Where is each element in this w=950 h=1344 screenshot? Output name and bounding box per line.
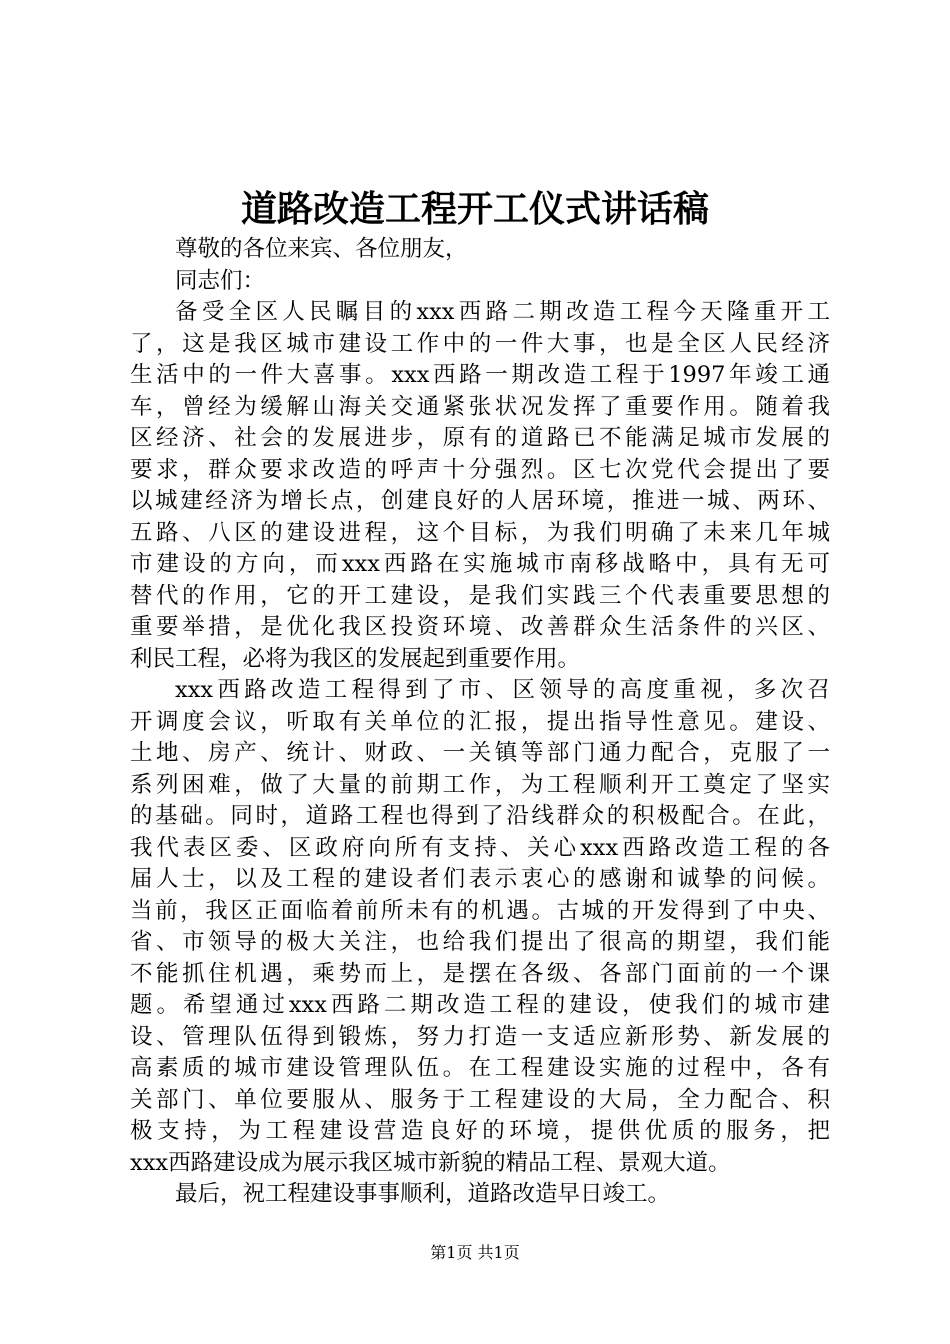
closing-line: 最后，祝工程建设事事顺利，道路改造早日竣工。: [175, 1181, 671, 1207]
text-line: 省、市领导的极大关注，也给我们提出了很高的期望，我们能: [130, 929, 830, 955]
text-line: 开调度会议，听取有关单位的汇报，提出指导性意见。建设、: [130, 708, 830, 735]
text-line: 当前，我区正面临着前所未有的机遇。古城的开发得到了中央、: [130, 897, 830, 924]
paragraph-1: [130, 297, 830, 675]
text-line: xxx西路建设成为展示我区城市新貌的精品工程、景观大道。: [130, 1149, 731, 1176]
text-line: 重要举措，是优化我区投资环境、改善群众生活条件的兴区、: [130, 614, 830, 640]
salutation-line: 尊敬的各位来宾、各位朋友，: [175, 236, 468, 262]
page-number: 第1页 共1页: [430, 1243, 520, 1262]
text-line: 利民工程，必将为我区的发展起到重要作用。: [130, 645, 581, 672]
text-line: 系列困难，做了大量的前期工作，为工程顺利开工奠定了坚实: [130, 771, 830, 798]
page-title: 道路改造工程开工仪式讲话稿: [240, 188, 709, 230]
text-line: 的基础。同时，道路工程也得到了沿线群众的积极配合。在此，: [130, 803, 830, 829]
text-line: 生活中的一件大喜事。xxx西路一期改造工程于1997年竣工通: [130, 362, 830, 388]
text-line: 极支持，为工程建设营造良好的环境，提供优质的服务，把: [130, 1118, 830, 1144]
text-line: xxx西路改造工程得到了市、区领导的高度重视，多次召: [175, 677, 830, 703]
text-line: 市建设的方向，而xxx西路在实施城市南移战略中，具有无可: [130, 551, 830, 577]
text-line: 高素质的城市建设管理队伍。在工程建设实施的过程中，各有: [130, 1055, 830, 1081]
paragraph-2: [130, 675, 830, 1179]
text-line: 车，曾经为缓解山海关交通紧张状况发挥了重要作用。随着我: [130, 393, 830, 420]
text-line: 届人士，以及工程的建设者们表示衷心的感谢和诚挚的问候。: [130, 866, 830, 892]
text-line: 以城建经济为增长点，创建良好的人居环境，推进一城、两环、: [130, 488, 830, 514]
text-line: 我代表区委、区政府向所有支持、关心xxx西路改造工程的各: [130, 834, 830, 861]
salutation-line: 同志们：: [175, 267, 266, 294]
text-line: 替代的作用，它的开工建设，是我们实践三个代表重要思想的: [130, 582, 830, 609]
text-line: 设、管理队伍得到锻炼，努力打造一支适应新形势、新发展的: [130, 1023, 830, 1050]
text-line: 题。希望通过xxx西路二期改造工程的建设，使我们的城市建: [130, 992, 830, 1018]
text-line: 要求，群众要求改造的呼声十分强烈。区七次党代会提出了要: [130, 456, 830, 483]
document-body: [130, 234, 830, 1211]
text-line: 五路、八区的建设进程，这个目标，为我们明确了未来几年城: [130, 519, 830, 546]
text-line: 关部门、单位要服从、服务于工程建设的大局，全力配合、积: [130, 1086, 830, 1113]
text-line: 土地、房产、统计、财政、一关镇等部门通力配合，克服了一: [130, 740, 830, 766]
text-line: 了，这是我区城市建设工作中的一件大事，也是全区人民经济: [130, 330, 830, 357]
text-line: 区经济、社会的发展进步，原有的道路已不能满足城市发展的: [130, 425, 830, 451]
text-line: 备受全区人民瞩目的xxx西路二期改造工程今天隆重开工: [175, 299, 830, 325]
text-line: 不能抓住机遇，乘势而上，是摆在各级、各部门面前的一个课: [130, 960, 830, 987]
